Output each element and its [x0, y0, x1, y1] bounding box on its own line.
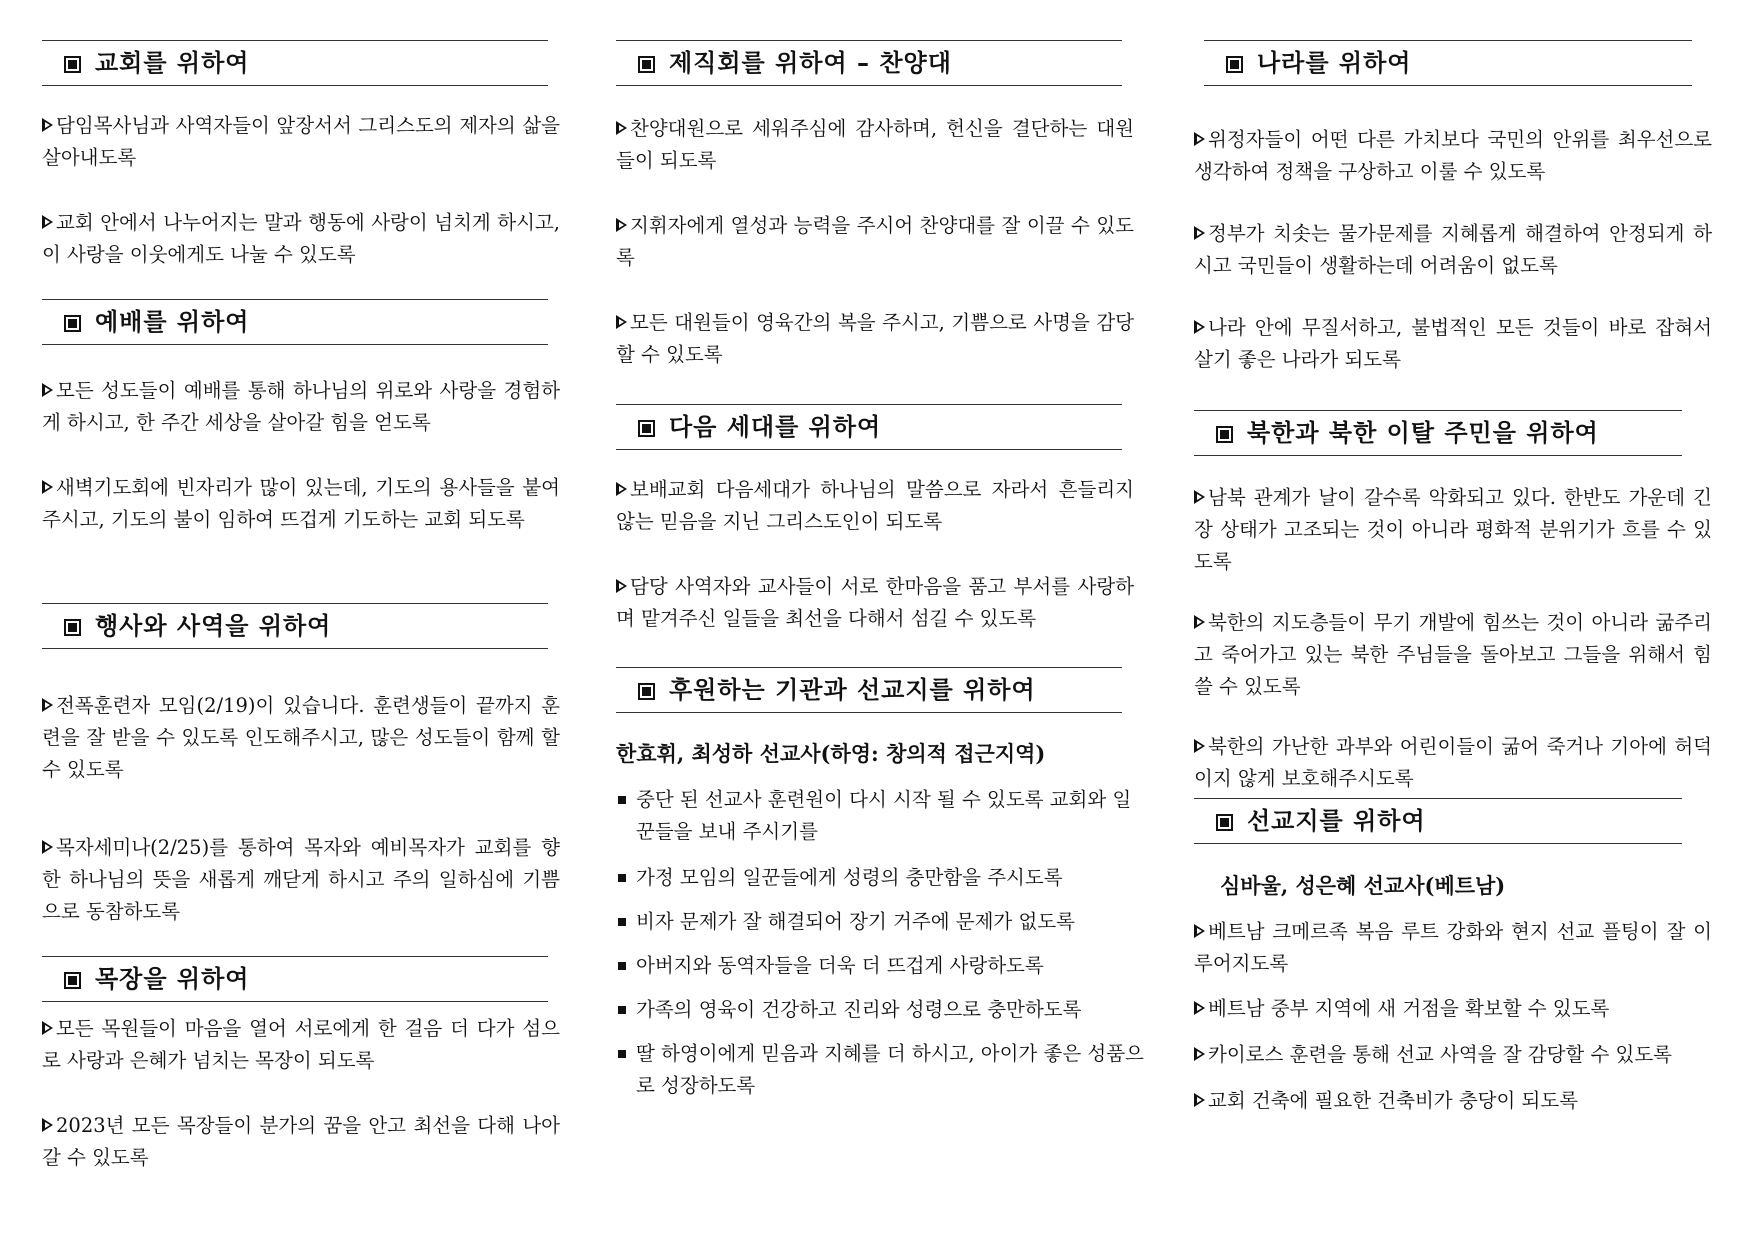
bullet-item: 가족의 영육이 건강하고 진리와 성령으로 충만하도록 — [616, 994, 1146, 1026]
triangle-bullet-icon — [616, 579, 627, 593]
section-title: 선교지를 위하여 — [1247, 807, 1426, 835]
triangle-bullet-icon — [1194, 615, 1205, 629]
triangle-bullet-icon — [616, 121, 627, 135]
prayer-item: 새벽기도회에 빈자리가 많이 있는데, 기도의 용사들을 붙여주시고, 기도의 불이 임하여 뜨겁게 기도하는 교회 되도록 — [42, 476, 560, 531]
triangle-bullet-icon — [1194, 132, 1205, 146]
triangle-bullet-icon — [42, 118, 53, 132]
triangle-bullet-icon — [616, 218, 627, 232]
bullet-item: 비자 문제가 잘 해결되어 장기 거주에 문제가 없도록 — [616, 906, 1146, 938]
section-title: 후원하는 기관과 선교지를 위하여 — [669, 676, 1036, 704]
prayer-item: 정부가 치솟는 물가문제를 지혜롭게 해결하여 안정되게 하시고 국민들이 생활하는데 어려움이 없도록 — [1194, 222, 1712, 277]
prayer-item: 모든 성도들이 예배를 통해 하나님의 위로와 사랑을 경험하게 하시고, 한 주간 세상을 살아갈 힘을 얻도록 — [42, 379, 560, 434]
section-title: 교회를 위하여 — [95, 49, 250, 77]
prayer-item: 목자세미나(2/25)를 통하여 목자와 예비목자가 교회를 향한 하나님의 뜻을 새롭게 깨닫게 하시고 주의 일하심에 기쁨으로 동참하도록 — [42, 836, 560, 923]
triangle-bullet-icon — [1194, 490, 1205, 504]
triangle-bullet-icon — [1194, 1093, 1205, 1107]
section-header-cell-group — [42, 956, 548, 1002]
prayer-item: 2023년 모든 목장들이 분가의 꿈을 안고 최선을 다해 나아갈 수 있도록 — [42, 1114, 560, 1169]
prayer-item: 남북 관계가 날이 갈수록 악화되고 있다. 한반도 가운데 긴장 상태가 고조되는 것이 아니라 평화적 분위기가 흐를 수 있도록 — [1194, 486, 1712, 573]
section-title: 북한과 북한 이탈 주민을 위하여 — [1247, 419, 1599, 447]
triangle-bullet-icon — [1194, 1047, 1205, 1061]
bullet-item: 아버지와 동역자들을 더욱 더 뜨겁게 사랑하도록 — [616, 950, 1146, 982]
square-bullet-icon — [64, 972, 81, 989]
prayer-item: 찬양대원으로 세워주심에 감사하며, 헌신을 결단하는 대원들이 되도록 — [616, 117, 1134, 172]
prayer-item: 북한의 지도층들이 무기 개발에 힘쓰는 것이 아니라 굶주리고 죽어가고 있는 북한 주님들을 돌아보고 그들을 위해서 힘쓸 수 있도록 — [1194, 611, 1712, 698]
square-bullet-icon — [1216, 426, 1233, 443]
triangle-bullet-icon — [42, 840, 53, 854]
triangle-bullet-icon — [616, 482, 627, 496]
square-bullet-icon — [1216, 814, 1233, 831]
section-title: 목장을 위하여 — [95, 965, 250, 993]
square-bullet-icon — [618, 962, 626, 970]
triangle-bullet-icon — [42, 480, 53, 494]
bullet-item: 중단 된 선교사 훈련원이 다시 시작 될 수 있도록 교회와 일꾼들을 보내 주시기를 — [616, 784, 1146, 848]
prayer-item: 지휘자에게 열성과 능력을 주시어 찬양대를 잘 이끌 수 있도록 — [616, 214, 1134, 269]
missionary-subtitle: 심바울, 성은혜 선교사(베트남) — [1220, 873, 1506, 898]
square-bullet-icon — [618, 1050, 626, 1058]
prayer-item: 위정자들이 어떤 다른 가치보다 국민의 안위를 최우선으로 생각하여 정책을 구상하고 이룰 수 있도록 — [1194, 128, 1712, 183]
square-bullet-icon — [638, 683, 655, 700]
bullet-item: 딸 하영이에게 믿음과 지혜를 더 하시고, 아이가 좋은 성품으로 성장하도록 — [616, 1038, 1146, 1102]
square-bullet-icon — [618, 918, 626, 926]
prayer-item: 교회 건축에 필요한 건축비가 충당이 되도록 — [1194, 1085, 1712, 1117]
section-header-worship — [42, 299, 548, 345]
triangle-bullet-icon — [1194, 320, 1205, 334]
triangle-bullet-icon — [1194, 739, 1205, 753]
section-header-north-korea — [1194, 410, 1682, 456]
prayer-item: 나라 안에 무질서하고, 불법적인 모든 것들이 바로 잡혀서 살기 좋은 나라가 되도록 — [1194, 316, 1712, 371]
prayer-item: 베트남 중부 지역에 새 거점을 확보할 수 있도록 — [1194, 993, 1712, 1025]
prayer-item: 교회 안에서 나누어지는 말과 행동에 사랑이 넘치게 하시고, 이 사랑을 이웃에게도 나눌 수 있도록 — [42, 211, 560, 266]
section-header-nation — [1204, 40, 1692, 86]
square-bullet-icon — [618, 874, 626, 882]
section-title: 행사와 사역을 위하여 — [95, 612, 332, 640]
prayer-item: 카이로스 훈련을 통해 선교 사역을 잘 감당할 수 있도록 — [1194, 1039, 1712, 1071]
triangle-bullet-icon — [42, 1118, 53, 1132]
prayer-item: 담당 사역자와 교사들이 서로 한마음을 품고 부서를 사랑하며 맡겨주신 일들을 최선을 다해서 섬길 수 있도록 — [616, 575, 1134, 630]
section-header-events — [42, 603, 548, 649]
square-bullet-icon — [618, 796, 626, 804]
square-bullet-icon — [638, 56, 655, 73]
prayer-item: 북한의 가난한 과부와 어린이들이 굶어 죽거나 기아에 허덕이지 않게 보호해주시도록 — [1194, 735, 1712, 790]
square-bullet-icon — [64, 56, 81, 73]
prayer-item: 담임목사님과 사역자들이 앞장서서 그리스도의 제자의 삶을 살아내도록 — [42, 114, 560, 169]
bullet-item: 가정 모임의 일꾼들에게 성령의 충만함을 주시도록 — [616, 862, 1146, 894]
prayer-item: 모든 대원들이 영육간의 복을 주시고, 기쁨으로 사명을 감당할 수 있도록 — [616, 311, 1134, 366]
section-title: 다음 세대를 위하여 — [669, 413, 882, 441]
section-header-missions-support — [616, 667, 1122, 713]
section-header-church — [42, 40, 548, 86]
prayer-item: 보배교회 다음세대가 하나님의 말씀으로 자라서 흔들리지 않는 믿음을 지닌 그리스도인이 되도록 — [616, 478, 1134, 533]
section-header-mission-field — [1194, 798, 1682, 844]
triangle-bullet-icon — [1194, 924, 1205, 938]
prayer-item: 모든 목원들이 마음을 열어 서로에게 한 걸음 더 다가 섬으로 사랑과 은혜가 넘치는 목장이 되도록 — [42, 1017, 560, 1072]
section-title: 나라를 위하여 — [1257, 49, 1412, 77]
prayer-item: 베트남 크메르족 복음 루트 강화와 현지 선교 플팅이 잘 이루어지도록 — [1194, 920, 1712, 975]
square-bullet-icon — [64, 619, 81, 636]
square-bullet-icon — [618, 1006, 626, 1014]
section-header-choir — [616, 40, 1122, 86]
triangle-bullet-icon — [616, 315, 627, 329]
prayer-item: 전폭훈련자 모임(2/19)이 있습니다. 훈련생들이 끝까지 훈련을 잘 받을 수 있도록 인도해주시고, 많은 성도들이 함께 할 수 있도록 — [42, 694, 560, 781]
square-bullet-icon — [638, 420, 655, 437]
triangle-bullet-icon — [1194, 1001, 1205, 1015]
section-header-next-generation — [616, 404, 1122, 450]
triangle-bullet-icon — [42, 383, 53, 397]
triangle-bullet-icon — [42, 1021, 53, 1035]
square-bullet-icon — [64, 315, 81, 332]
section-title: 예배를 위하여 — [95, 308, 250, 336]
triangle-bullet-icon — [42, 698, 53, 712]
missionary-subtitle: 한효휘, 최성하 선교사(하영: 창의적 접근지역) — [616, 741, 1046, 766]
section-title: 제직회를 위하여 – 찬양대 — [669, 49, 952, 77]
triangle-bullet-icon — [1194, 226, 1205, 240]
square-bullet-icon — [1226, 56, 1243, 73]
triangle-bullet-icon — [42, 215, 53, 229]
